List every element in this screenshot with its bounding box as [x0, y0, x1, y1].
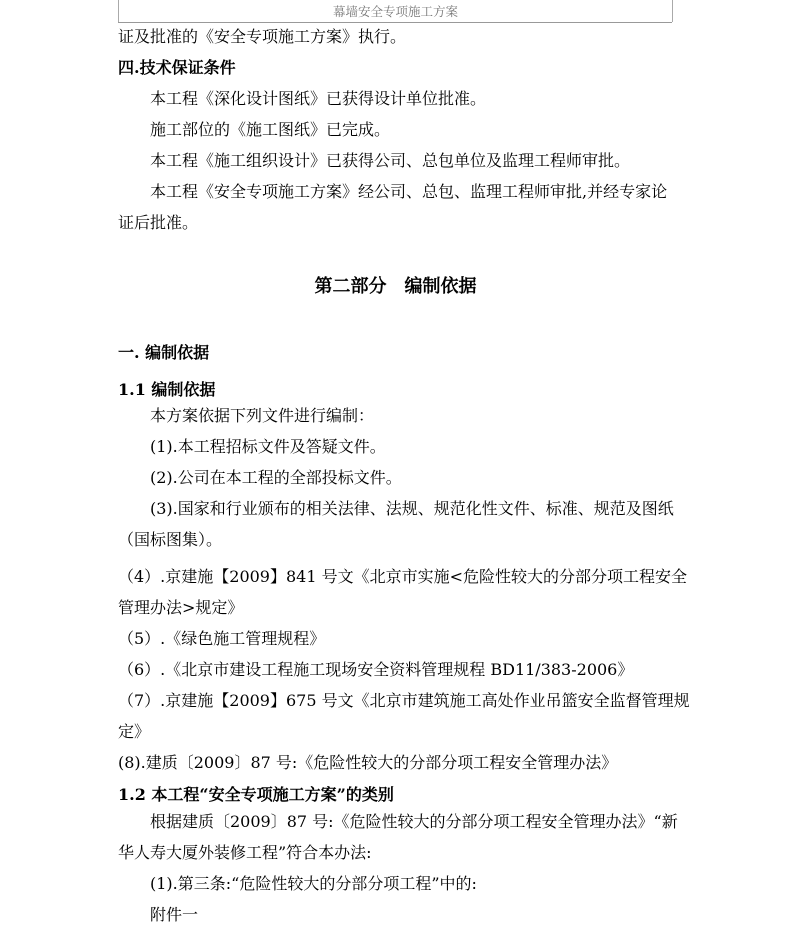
list-item: （7）.京建施【2009】675 号文《北京市建筑施工高处作业吊篮安全监督管理规	[118, 691, 690, 710]
list-item: （6）.《北京市建设工程施工现场安全资料管理规程 BD11/383-2006》	[118, 660, 634, 679]
section-heading: 四.技术保证条件	[118, 58, 236, 77]
body-line: 证及批准的《安全专项施工方案》执行。	[118, 27, 407, 46]
body-line: 本工程《深化设计图纸》已获得设计单位批准。	[150, 89, 487, 108]
body-line: 本工程《安全专项施工方案》经公司、总包、监理工程师审批,并经专家论	[150, 182, 668, 201]
subsection-heading: 1.2 本工程“安全专项施工方案”的类别	[118, 785, 394, 804]
body-line: 施工部位的《施工图纸》已完成。	[150, 120, 391, 139]
body-line: 管理办法>规定》	[118, 598, 244, 617]
list-item: (2).公司在本工程的全部投标文件。	[150, 468, 402, 487]
body-line: 定》	[118, 722, 151, 741]
body-line: 根据建质〔2009〕87 号:《危险性较大的分部分项工程安全管理办法》“新	[150, 812, 678, 831]
list-item: (1).本工程招标文件及答疑文件。	[150, 437, 386, 456]
section-heading: 一. 编制依据	[118, 343, 210, 362]
body-line: 证后批准。	[118, 213, 199, 232]
part-heading: 第二部分 编制依据	[314, 276, 477, 297]
list-item: (3).国家和行业颁布的相关法律、法规、规范化性文件、标准、规范及图纸	[150, 499, 674, 518]
header-rule	[118, 22, 672, 23]
subsection-heading: 1.1 编制依据	[118, 380, 216, 399]
list-item: (8).建质〔2009〕87 号:《危险性较大的分部分项工程安全管理办法》	[118, 753, 618, 772]
body-line: 本工程《施工组织设计》已获得公司、总包单位及监理工程师审批。	[150, 151, 631, 170]
list-item: （5）.《绿色施工管理规程》	[118, 629, 326, 648]
page-header-title: 幕墙安全专项施工方案	[332, 4, 458, 19]
body-line: （国标图集）。	[118, 530, 223, 549]
list-item: (1).第三条:“危险性较大的分部分项工程”中的:	[150, 874, 477, 893]
body-line: 华人寿大厦外装修工程”符合本办法:	[118, 843, 372, 862]
body-line: 本方案依据下列文件进行编制：	[150, 406, 375, 425]
list-item: （4）.京建施【2009】841 号文《北京市实施<危险性较大的分部分项工程安全	[118, 567, 688, 586]
body-line: 附件一	[150, 905, 199, 924]
